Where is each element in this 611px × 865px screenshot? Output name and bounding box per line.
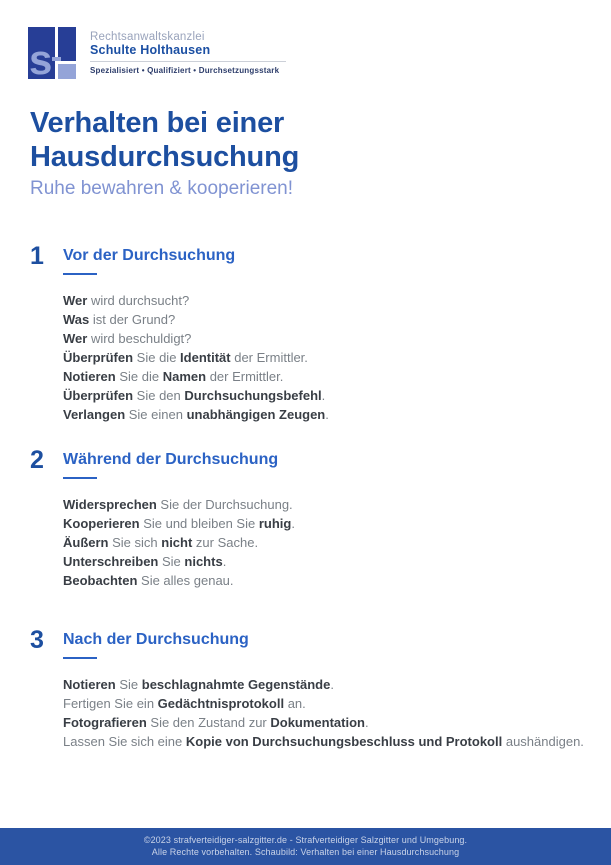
instruction-text: wird durchsucht? bbox=[87, 293, 190, 308]
section-body bbox=[63, 450, 587, 590]
instruction-keyword: Kooperieren bbox=[63, 516, 140, 531]
instruction-keyword: nicht bbox=[161, 535, 193, 550]
instruction-text: Sie den Zustand zur bbox=[146, 715, 271, 730]
instruction-keyword: Wer bbox=[63, 293, 88, 308]
instruction-text: . bbox=[222, 554, 227, 569]
section-body bbox=[63, 630, 587, 751]
instruction-lines bbox=[63, 291, 587, 424]
heading-underline bbox=[63, 273, 97, 275]
instruction-line bbox=[63, 348, 587, 367]
instruction-lines bbox=[63, 495, 587, 590]
instruction-keyword: Beobachten bbox=[63, 573, 138, 588]
instruction-text: Sie bbox=[158, 554, 185, 569]
section-number: 2 bbox=[30, 446, 44, 474]
instruction-text: Sie alles genau. bbox=[137, 573, 234, 588]
letterhead bbox=[28, 27, 286, 79]
page-title-line1: Verhalten bei einer bbox=[30, 107, 285, 139]
instruction-text: Sie sich bbox=[108, 535, 162, 550]
footer-copyright: ©2023 strafverteidiger-salzgitter.de - Strafverteidiger Salzgitter und Umgebung. bbox=[143, 835, 468, 845]
instruction-keyword: unabhängigen Zeugen bbox=[186, 407, 326, 422]
instruction-keyword: Was bbox=[63, 312, 90, 327]
section-body bbox=[63, 246, 587, 424]
instruction-text: an. bbox=[284, 696, 306, 711]
heading-underline bbox=[63, 477, 97, 479]
section-number: 1 bbox=[30, 242, 44, 270]
instruction-keyword: Namen bbox=[162, 369, 207, 384]
section-1 bbox=[30, 242, 587, 424]
heading-underline bbox=[63, 657, 97, 659]
instruction-line bbox=[63, 291, 587, 310]
section-3 bbox=[30, 626, 587, 751]
instruction-line bbox=[63, 713, 587, 732]
instruction-text: aushändigen. bbox=[502, 734, 584, 749]
section-number: 3 bbox=[30, 626, 44, 654]
instruction-text: . bbox=[330, 677, 334, 692]
instruction-keyword: Kopie von Durchsuchungsbeschluss und Protokoll bbox=[185, 734, 503, 749]
svg-text:s: s bbox=[29, 36, 53, 79]
instruction-line bbox=[63, 310, 587, 329]
section-heading: Vor der Durchsuchung bbox=[63, 247, 236, 264]
instruction-text: Sie die bbox=[133, 350, 181, 365]
section-heading: Während der Durchsuchung bbox=[63, 451, 279, 468]
instruction-keyword: Durchsuchungsbefehl bbox=[184, 388, 322, 403]
instruction-line bbox=[63, 405, 587, 424]
instruction-line bbox=[63, 329, 587, 348]
instruction-text: Sie bbox=[115, 677, 142, 692]
instruction-line bbox=[63, 552, 587, 571]
page-title-line2: Hausdurchsuchung bbox=[30, 141, 300, 173]
instruction-keyword: Unterschreiben bbox=[63, 554, 159, 569]
instruction-text: Fertigen Sie ein bbox=[63, 696, 158, 711]
instruction-line bbox=[63, 571, 587, 590]
instruction-text: Sie den bbox=[133, 388, 185, 403]
instruction-line bbox=[63, 732, 587, 751]
instruction-text: ist der Grund? bbox=[89, 312, 176, 327]
instruction-line bbox=[63, 514, 587, 533]
instruction-text: wird beschuldigt? bbox=[87, 331, 192, 346]
instruction-text: der Ermittler. bbox=[206, 369, 284, 384]
firm-tagline: Spezialisiert • Qualifiziert • Durchsetzungsstark bbox=[90, 66, 280, 75]
instruction-line bbox=[63, 675, 587, 694]
instruction-text: . bbox=[321, 388, 326, 403]
instruction-keyword: Identität bbox=[180, 350, 231, 365]
instruction-text: . bbox=[365, 715, 369, 730]
firm-name: Schulte Holthausen bbox=[90, 43, 211, 57]
instruction-keyword: Wer bbox=[63, 331, 88, 346]
instruction-line bbox=[63, 533, 587, 552]
letterhead-divider bbox=[90, 61, 286, 62]
instruction-line bbox=[63, 694, 587, 713]
firm-logo-sh-monogram-icon bbox=[28, 27, 76, 79]
section-heading: Nach der Durchsuchung bbox=[63, 631, 249, 648]
instruction-keyword: Fotografieren bbox=[63, 715, 147, 730]
instruction-text: Lassen Sie sich eine bbox=[63, 734, 186, 749]
instruction-keyword: Verlangen bbox=[63, 407, 126, 422]
instruction-text: Sie einen bbox=[125, 407, 187, 422]
page-subtitle: Ruhe bewahren & kooperieren! bbox=[30, 178, 294, 199]
instruction-line bbox=[63, 386, 587, 405]
instruction-text: Sie die bbox=[115, 369, 163, 384]
instruction-keyword: Notieren bbox=[63, 677, 116, 692]
instruction-lines bbox=[63, 675, 587, 751]
instruction-keyword: Dokumentation bbox=[270, 715, 365, 730]
instruction-keyword: ruhig bbox=[258, 516, 292, 531]
instruction-keyword: nichts bbox=[184, 554, 223, 569]
instruction-text: der Ermittler. bbox=[230, 350, 308, 365]
instruction-text: zur Sache. bbox=[192, 535, 259, 550]
instruction-text: . bbox=[291, 516, 295, 531]
footer-rights: Alle Rechte vorbehalten. Schaubild: Verhalten bei einer Hausdurchsuchung bbox=[151, 846, 460, 857]
instruction-line bbox=[63, 495, 587, 514]
instruction-text: Sie der Durchsuchung. bbox=[156, 497, 293, 512]
instruction-keyword: Überprüfen bbox=[63, 388, 134, 403]
instruction-keyword: Überprüfen bbox=[63, 350, 134, 365]
instruction-keyword: Widersprechen bbox=[63, 497, 157, 512]
section-2 bbox=[30, 446, 587, 590]
firm-text-block bbox=[90, 27, 286, 75]
instruction-text: . bbox=[325, 407, 329, 422]
instruction-line bbox=[63, 367, 587, 386]
instruction-keyword: Äußern bbox=[63, 535, 109, 550]
firm-type: Rechtsanwaltskanzlei bbox=[90, 31, 205, 43]
sections-container bbox=[30, 242, 587, 751]
footer-bar bbox=[0, 828, 611, 865]
title-block bbox=[30, 106, 299, 201]
instruction-text: Sie und bleiben Sie bbox=[139, 516, 259, 531]
instruction-keyword: Notieren bbox=[63, 369, 116, 384]
instruction-keyword: beschlagnahmte Gegenstände bbox=[141, 677, 331, 692]
instruction-keyword: Gedächtnisprotokoll bbox=[157, 696, 285, 711]
